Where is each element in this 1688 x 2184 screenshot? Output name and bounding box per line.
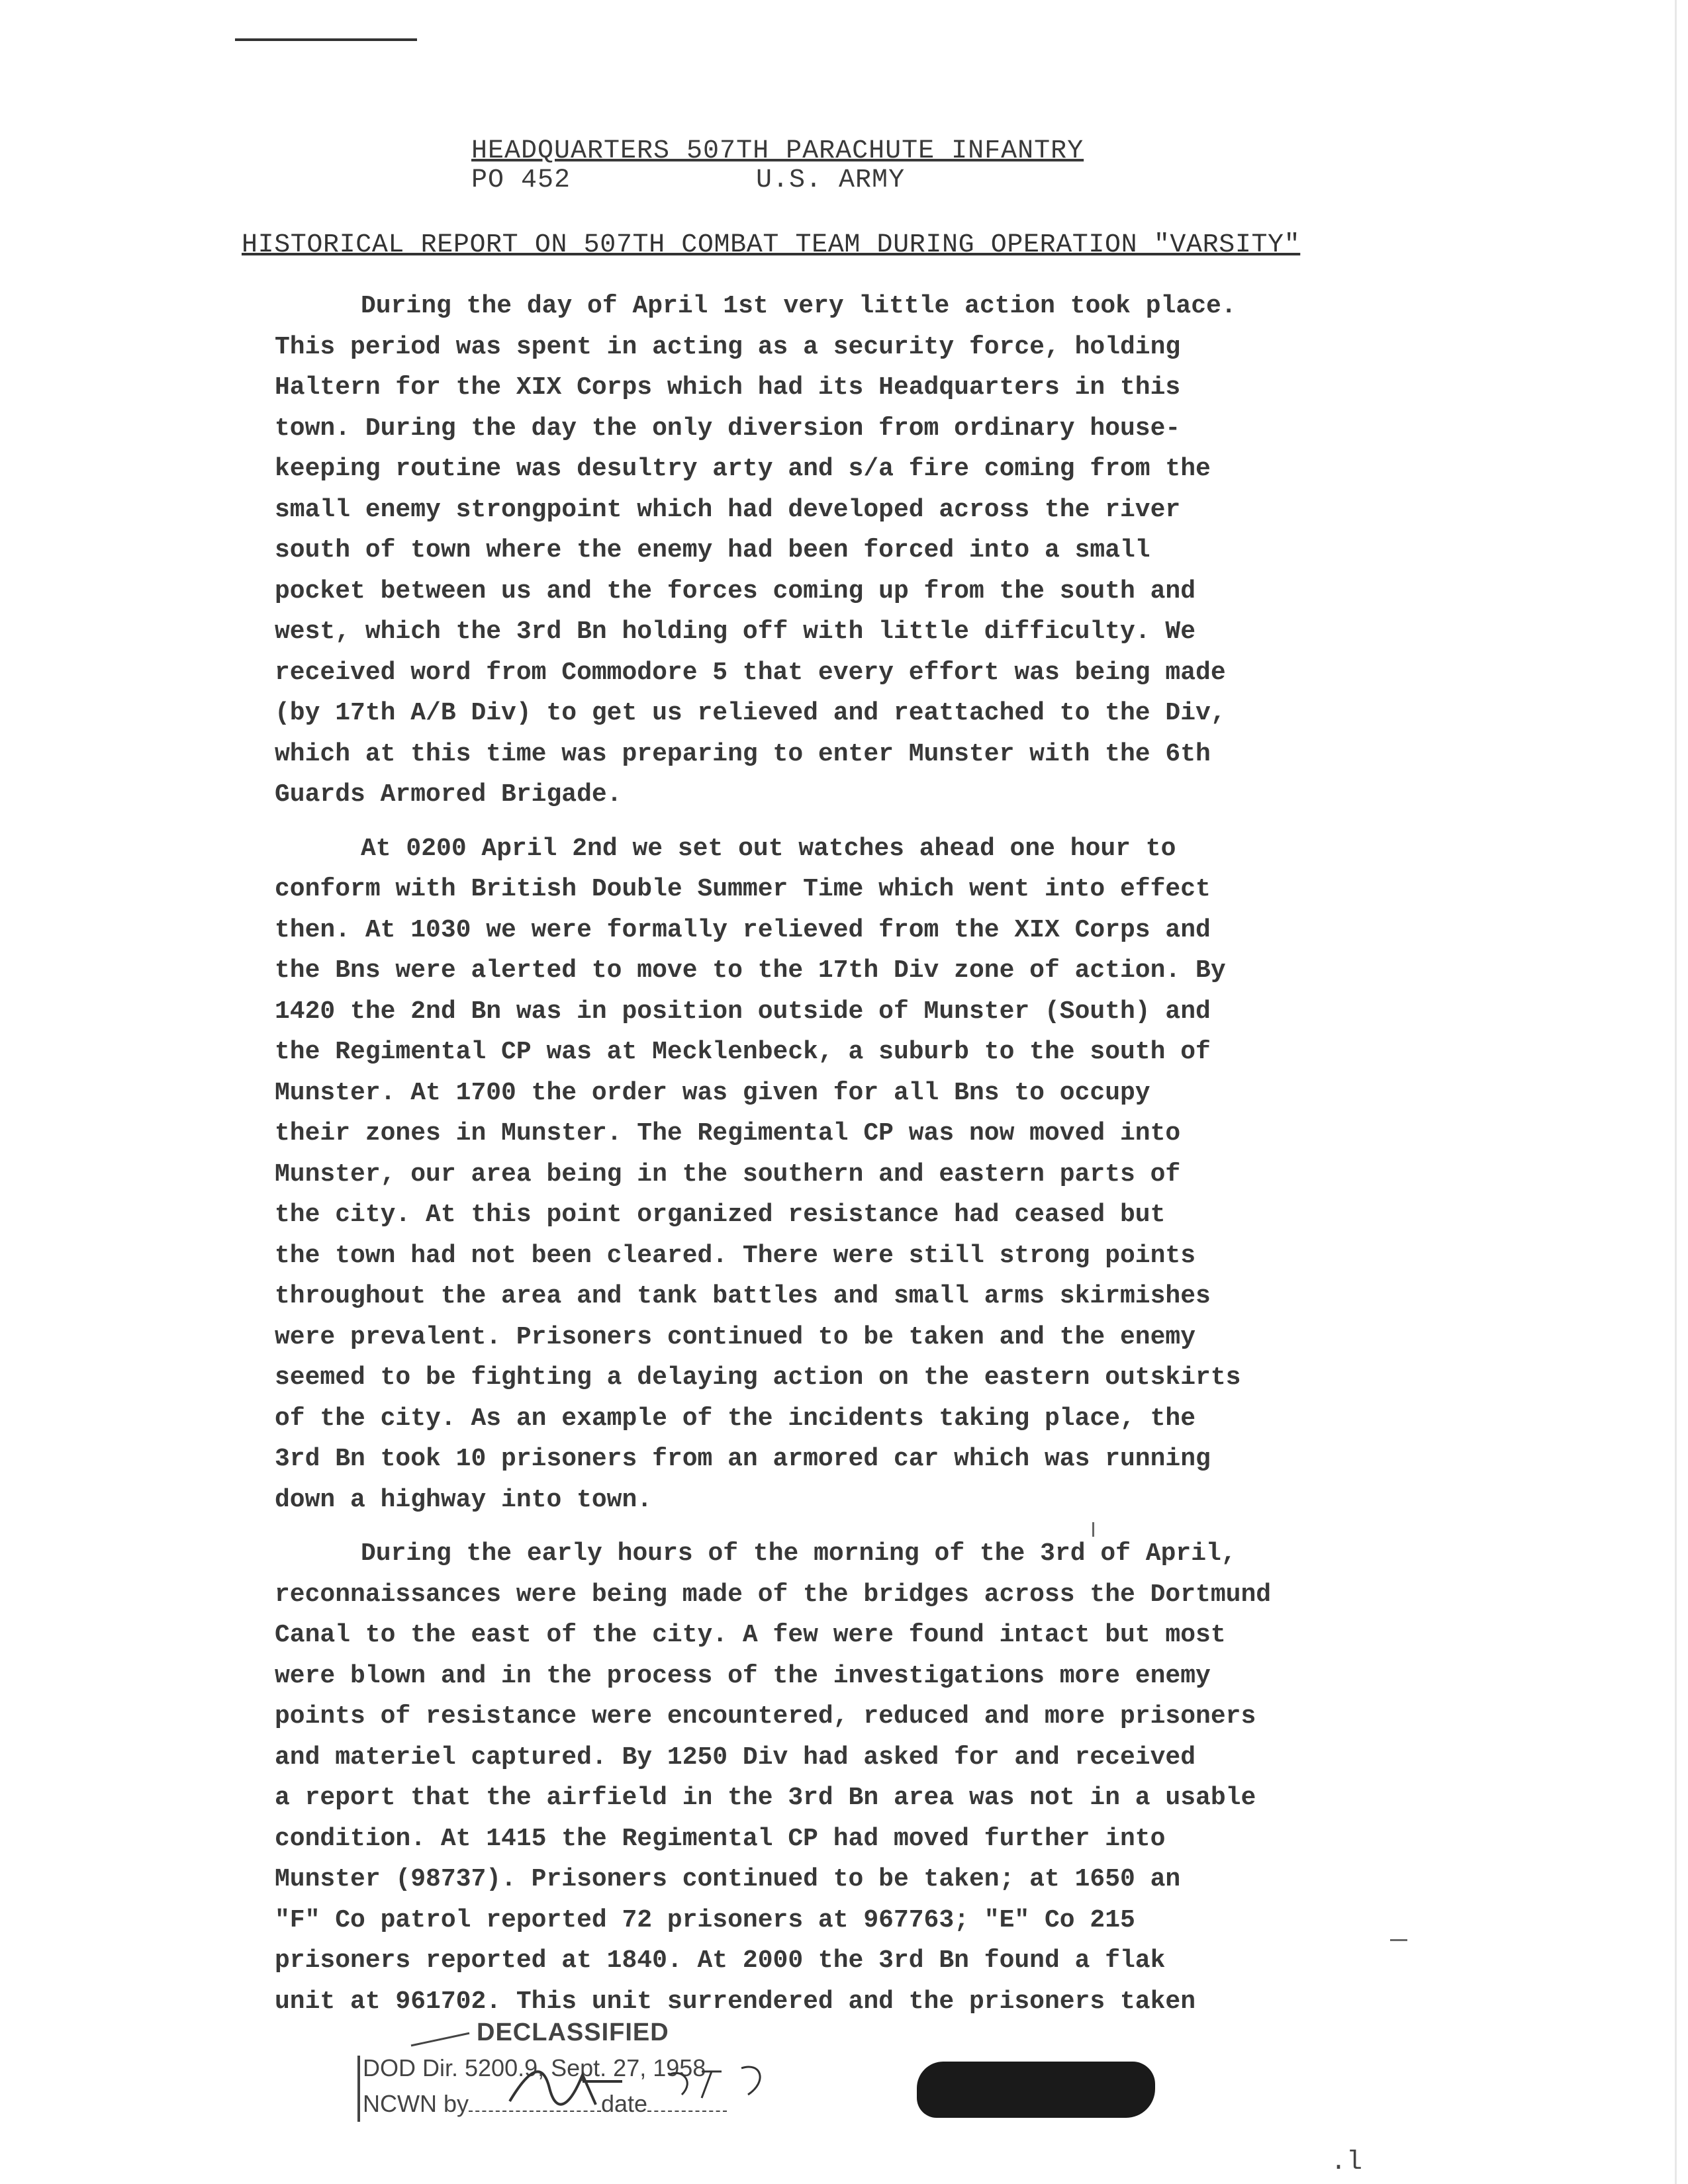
scan-speck (1092, 1522, 1094, 1537)
redaction-blot (917, 2062, 1155, 2118)
stamp-date-label: date (601, 2090, 648, 2117)
header-unit-line: HEADQUARTERS 507TH PARACHUTE INFANTRY (471, 136, 1084, 166)
report-title: HISTORICAL REPORT ON 507TH COMBAT TEAM DURING OPERATION "VARSITY" (242, 230, 1301, 260)
paragraph-april-2: At 0200 April 2nd we set out watches ahead one hour to conform with British Double Summer Time which went into effect then. At 1030 we were formally relieved from the XIX Corps and the Bns were alerted to move to the 17th Div zone of action. By 1420 the 2nd Bn was in position outside of Munster (South) and the Regimental CP was at Mecklenbeck, a suburb to the south of Munster. At 1700 the order was given for all Bns to occupy their zones in Munster. The Regimental CP was now moved into Munster, our area being in the southern and eastern parts of the city. At this point organized resistance had ceased but the town had not been cleared. There were still strong points throughout the area and tank battles and small arms skirmishes were prevalent. Prisoners continued to be taken and the enemy seemed to be fighting a delaying action on the eastern outskirts of the city. As an example of the incidents taking place, the 3rd Bn took 10 prisoners from an armored car which was running down a highway into town. (275, 834, 1241, 1514)
stamp-by: NCWN by (363, 2090, 469, 2117)
report-body (275, 286, 1612, 2035)
stamp-authority: DOD Dir. 5200.9, Sept. 27, 1958 (363, 2054, 706, 2081)
scan-speck (1390, 1939, 1407, 1941)
scan-edge-line (235, 38, 417, 41)
header-po: PO 452 (471, 165, 571, 195)
scan-right-edge (1675, 0, 1677, 2184)
corner-mark: .l (1331, 2148, 1363, 2177)
handwritten-signature (503, 2042, 821, 2121)
paragraph-april-3: During the early hours of the morning of the 3rd of April, reconnaissances were being made of the bridges across the Dortmund Canal to the east of the city. A few were found intact but most were blown and in the process of the investigations more enemy points of resistance were encountered, reduced and more prisoners and materiel captured. By 1250 Div had asked for and received a report that the airfield in the 3rd Bn area was not in a usable condition. At 1415 the Regimental CP had moved further into Munster (98737). Prisoners continued to be taken; at 1650 an "F" Co patrol reported 72 prisoners at 967763; "E" Co 215 prisoners reported at 1840. At 2000 the 3rd Bn found a flak unit at 961702. This unit surrendered and the prisoners taken (275, 1539, 1272, 2016)
stamp-dash (411, 2032, 470, 2047)
header-address-line (471, 165, 905, 195)
stamp-label: DECLASSIFIED (477, 2019, 669, 2046)
paragraph-april-1: During the day of April 1st very little action took place. This period was spent in acting as a security force, holding Haltern for the XIX Corps which had its Headquarters in this town. During the day the only diversion from ordinary house- keeping routine was desultry arty and s/a fire coming from the small enemy strongpoint which had developed across the river south of town where the enemy had been forced into a small pocket between us and the forces coming up from the south and west, which the 3rd Bn holding off with little difficulty. We received word from Commodore 5 that every effort was being made (by 17th A/B Div) to get us relieved and reattached to the Div, which at this time was preparing to enter Munster with the 6th Guards Armored Brigade. (275, 292, 1237, 809)
stamp-bar (357, 2056, 360, 2122)
header-army: U.S. ARMY (756, 165, 906, 195)
